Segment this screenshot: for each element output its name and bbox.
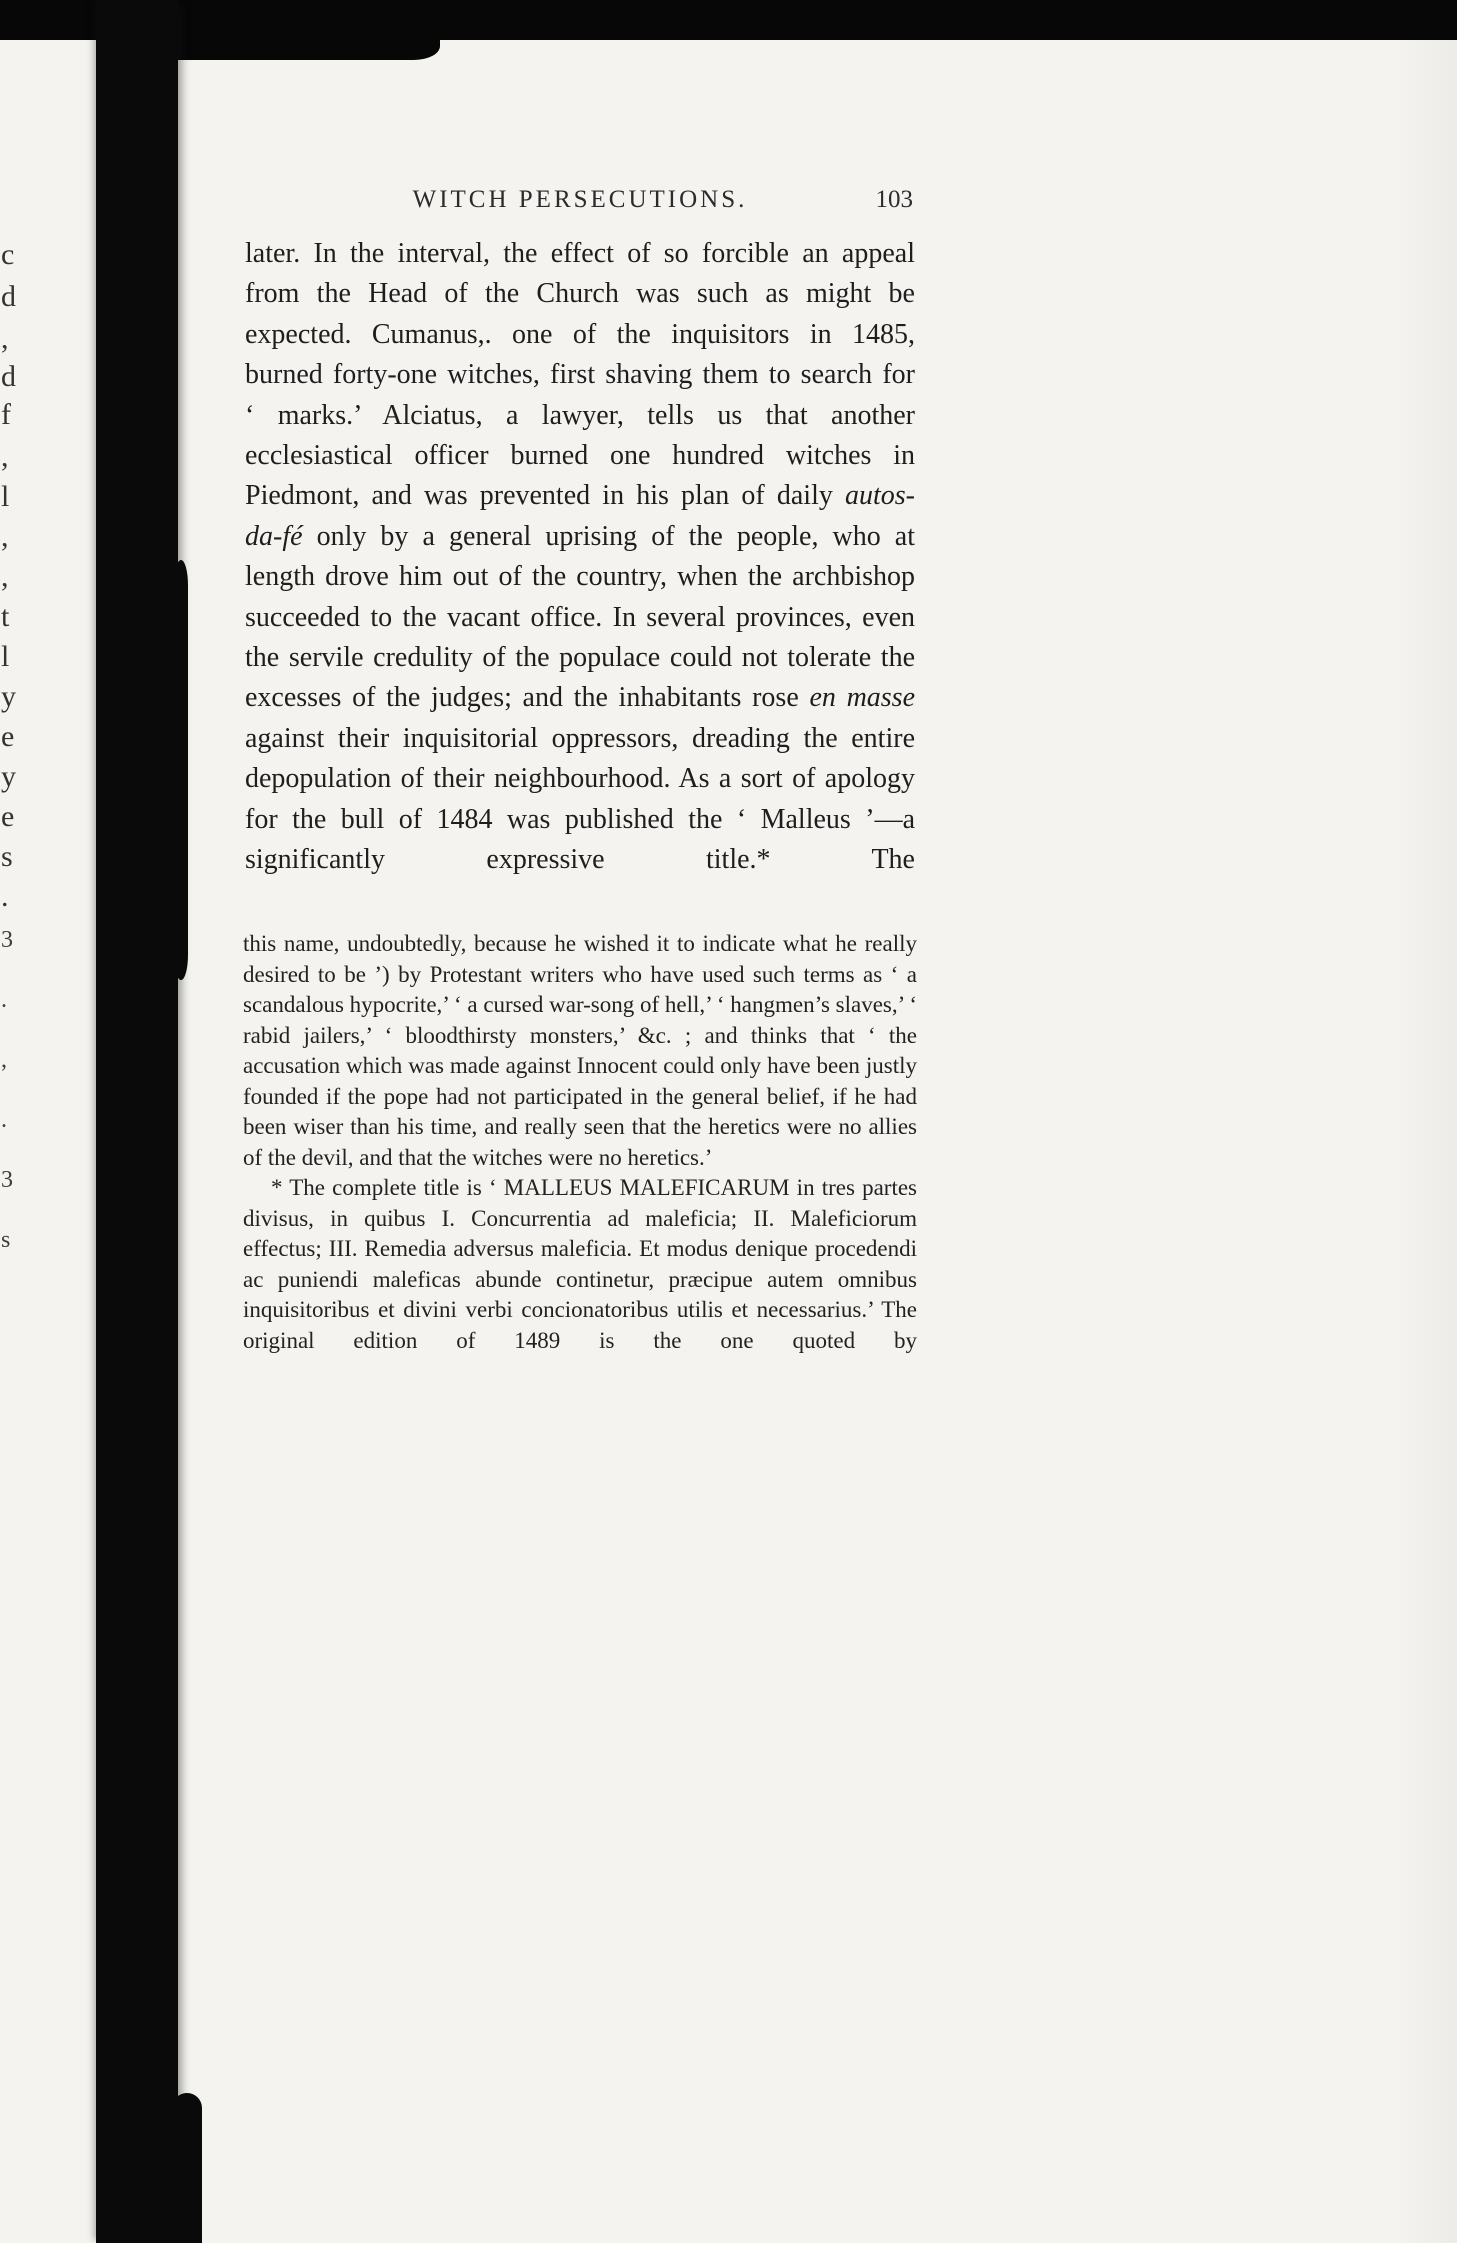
body-text-segment: against their inquisitorial oppressors, dreading the entire depopulation of their neighbourhood. As a sort of apology for the bull of 1484 was published the ‘ Malleus ’—a significantly expressive title.* The	[245, 722, 915, 876]
margin-bleed-glyph: e	[1, 720, 15, 753]
body-paragraph	[245, 234, 915, 881]
footnote-malleus-title: * The complete title is ‘ MALLEUS MALEFICARUM in tres partes divisus, in quibus I. Concurrentia ad maleficia; II. Maleficiorum effectus; III. Remedia adversus maleficia. Et modus denique procedendi ac puniendi maleficas abunde continetur, præcipue autem omnibus inquisitoribus et divini verbi concionatoribus utilis et necessarius.’ The original edition of 1489 is the one quoted by	[243, 1175, 917, 1353]
body-text-segment: later. In the interval, the effect of so forcible an appeal from the Head of the Church was such as might be expected. Cumanus,. one of the inquisitors in 1485, burned forty-one witches, first shaving them to search for ‘ marks.’ Alciatus, a lawyer, tells us that another ecclesiastical officer burned one hundred witches in Piedmont, and was prevented in his plan of daily	[245, 238, 915, 512]
margin-bleed-glyph: s	[1, 840, 13, 873]
margin-bleed-glyph: ,	[1, 322, 9, 355]
body-text-italic-segment: en masse	[809, 682, 916, 714]
margin-bleed-glyph: 3	[1, 927, 13, 953]
margin-bleed-glyph: ,	[1, 560, 9, 593]
margin-bleed-glyph: .	[1, 880, 9, 913]
paper-edge-shading	[1397, 0, 1457, 2243]
margin-bleed-glyph: l	[1, 480, 10, 513]
margin-bleed-glyph: d	[1, 280, 16, 313]
margin-bleed-glyph: t	[1, 600, 10, 633]
margin-bleed-text	[0, 0, 30, 2243]
footnote-continuation: this name, undoubtedly, because he wished it to indicate what he really desired to be ’) by Protestant writers who have used such terms as ‘ a scandalous hypocrite,’ ‘ a cursed war-song of hell,’ ‘ hangmen’s slaves,’ ‘ rabid jailers,’ ‘ bloodthirsty monsters,’ &c. ; and thinks that ‘ the accusation which was made against Innocent could only have been justly founded if the pope had not participated in the general belief, if he had been wiser than his time, and really seen that the heretics were no allies of the devil, and that the witches were no heretics.’	[243, 931, 917, 1170]
margin-bleed-glyph: l	[1, 640, 10, 673]
margin-bleed-glyph: s	[1, 1227, 11, 1253]
page-number: 103	[875, 186, 913, 213]
margin-bleed-glyph: 3	[1, 1167, 13, 1193]
margin-bleed-glyph: ,	[1, 1047, 7, 1073]
margin-bleed-glyph: ,	[1, 520, 9, 553]
margin-bleed-glyph: y	[1, 680, 16, 713]
scan-artifact-gutter-band	[96, 0, 178, 2243]
margin-bleed-glyph: y	[1, 760, 16, 793]
margin-bleed-glyph: c	[1, 238, 15, 271]
margin-bleed-glyph: d	[1, 360, 16, 393]
page-header	[245, 186, 915, 220]
margin-bleed-glyph: ,	[1, 440, 9, 473]
running-title: WITCH PERSECUTIONS.	[412, 186, 748, 213]
body-text-segment: only by a general uprising of the people, who at length drove him out of the country, when the archbishop succeeded to the vacant office. In several provinces, even the servile credulity of the populace could not tolerate the excesses of the judges; and the inhabitants rose	[245, 520, 915, 714]
margin-bleed-glyph: .	[1, 987, 7, 1013]
footnotes-block	[243, 929, 917, 1356]
margin-bleed-glyph: e	[1, 800, 15, 833]
body-text-italic-segment: autos-da-fé	[245, 480, 915, 552]
margin-bleed-glyph: .	[1, 1107, 7, 1133]
margin-bleed-glyph: f	[1, 398, 11, 431]
